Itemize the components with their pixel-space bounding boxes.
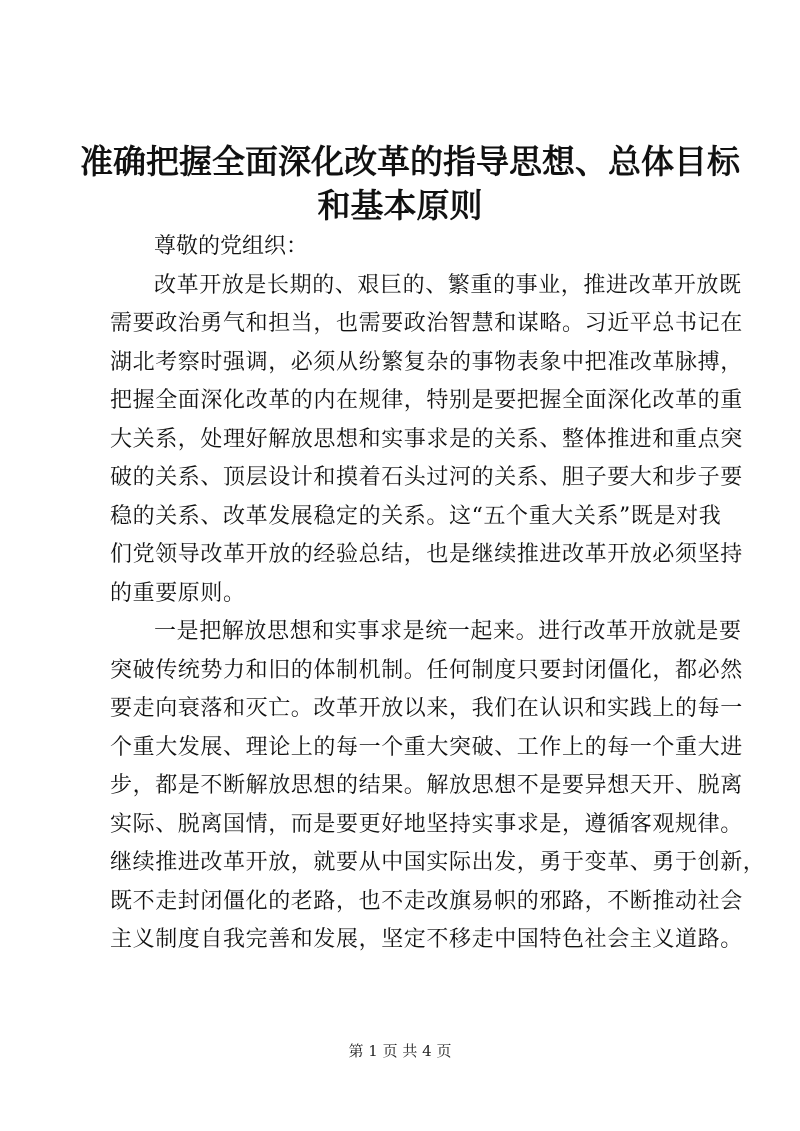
paragraph-line: 继续推进改革开放，就要从中国实际出发，勇于变革、勇于创新，: [110, 850, 766, 875]
paragraph-line: 把握全面深化改革的内在规律，特别是要把握全面深化改革的重: [110, 388, 743, 413]
page-footer: 第 1 页 共 4 页: [348, 1042, 452, 1060]
title-line: 准确把握全面深化改革的指导思想、总体目标: [80, 142, 740, 181]
paragraph-line: 要走向衰落和灭亡。改革开放以来，我们在认识和实践上的每一: [110, 696, 743, 721]
paragraph-line: 个重大发展、理论上的每一个重大突破、工作上的每一个重大进: [110, 734, 743, 760]
paragraph-line: 的重要原则。: [110, 580, 246, 606]
paragraph-line: 湖北考察时强调，必须从纷繁复杂的事物表象中把准改革脉搏，: [110, 349, 743, 375]
paragraph-line: 突破传统势力和旧的体制机制。任何制度只要封闭僵化，都必然: [110, 657, 743, 683]
paragraph-line: 们党领导改革开放的经验总结，也是继续推进改革开放必须坚持: [110, 542, 743, 567]
paragraph-2: [110, 613, 766, 960]
document-title: [80, 140, 740, 228]
paragraph-line: 步，都是不断解放思想的结果。解放思想不是要异想天开、脱离: [110, 773, 743, 798]
paragraph-line: 既不走封闭僵化的老路，也不走改旗易帜的邪路，不断推动社会: [110, 888, 743, 914]
paragraph-line: 大关系，处理好解放思想和实事求是的关系、整体推进和重点突: [110, 426, 743, 452]
paragraph-line: 改革开放是长期的、艰巨的、繁重的事业，推进改革开放既: [154, 272, 742, 298]
paragraph-line: 一是把解放思想和实事求是统一起来。进行改革开放就是要: [154, 619, 742, 644]
document-body: [110, 228, 766, 960]
salutation: 尊敬的党组织：: [154, 234, 309, 259]
paragraph-line: 破的关系、顶层设计和摸着石头过河的关系、胆子要大和步子要: [110, 465, 743, 490]
paragraph-line: 主义制度自我完善和发展，坚定不移走中国特色社会主义道路。: [110, 927, 743, 952]
paragraph-1: [110, 267, 743, 614]
paragraph-line: 实际、脱离国情，而是要更好地坚持实事求是，遵循客观规律。: [110, 811, 743, 837]
title-line: 和基本原则: [317, 186, 483, 225]
paragraph-line: 需要政治勇气和担当，也需要政治智慧和谋略。习近平总书记在: [110, 311, 743, 336]
paragraph-line: 稳的关系、改革发展稳定的关系。这“五个重大关系”既是对我: [110, 503, 722, 529]
